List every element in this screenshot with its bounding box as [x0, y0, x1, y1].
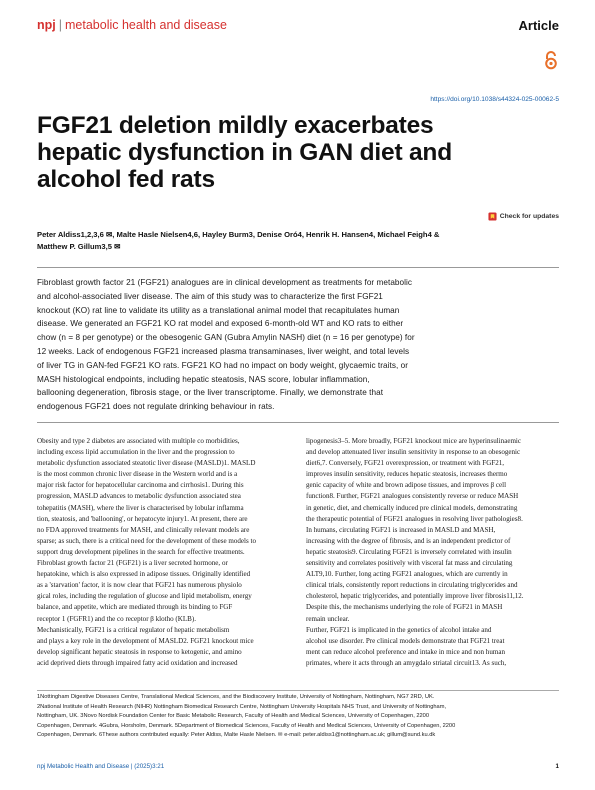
body-line: Obesity and type 2 diabetes are associated with multiple co morbidities,	[37, 437, 240, 445]
check-for-updates-button[interactable]	[488, 212, 559, 221]
affiliation-line: 2National Institute of Health Research (NIHR) Nottingham Biomedical Research Centre, Nottingham University Hospitals NHS Trust, and University of Nottingham,	[37, 703, 447, 710]
abstract-line: of liver TG in GAN-fed FGF21 KO rats. FGF21 KO had no impact on body weight, glycaemic traits, or	[37, 360, 408, 370]
check-updates-label: Check for updates	[499, 213, 559, 220]
body-line: gical roles, including the regulation of glucose and lipid metabolism, energy	[37, 592, 252, 601]
body-line: acid deprived diets through impaired fatty acid oxidation and increased	[37, 658, 238, 667]
body-line: in genetic, diet, and chemically induced pre clinical models, demonstrating	[306, 503, 518, 512]
affiliation-line: 1Nottingham Digestive Diseases Centre, Translational Medical Sciences, and the Biodiscovery Institute, University of Nottingham, Nottingham, NG7 2RD, UK.	[37, 694, 435, 700]
body-line: Mechanistically, FGF21 is a critical regulator of hepatic metabolism	[37, 625, 230, 634]
journal-title[interactable]	[37, 18, 227, 32]
body-line: tion, steatosis, and 'ballooning', or hepatocyte injury1. At present, there are	[37, 514, 248, 523]
abstract-line: and alcohol-associated liver disease. The aim of this study was to characterize the first FGF21	[37, 291, 383, 301]
body-line: hepatokine, which is also expressed in adipose tissues. Originally identified	[37, 570, 251, 579]
journal-brand: npj	[37, 18, 56, 32]
journal-header	[37, 18, 559, 34]
affiliations	[37, 693, 559, 741]
check-updates-icon	[488, 212, 497, 221]
body-line: alcohol use disorder. Pre clinical models demonstrate that FGF21 treat	[306, 636, 505, 645]
body-line: diet6,7. Conversely, FGF21 overexpression, or treatment with FGF21,	[306, 459, 505, 468]
body-line: the therapeutic potential of FGF21 analogues in resolving liver pathologies8.	[306, 514, 523, 523]
title-line: alcohol fed rats	[37, 166, 215, 193]
body-line: is the most common chronic liver disease in the Western world and is a	[37, 470, 238, 479]
journal-separator: |	[58, 18, 62, 32]
abstract-line: endogenous FGF21 does not regulate drinking behaviour in rats.	[37, 402, 275, 412]
author-list	[37, 229, 559, 253]
author-line: Peter Aldiss1,2,3,6 ✉, Malte Hasle Nielsen4,6, Hayley Burm3, Denise Oró4, Henrik H. Hansen4, Michael Feigh4 &	[37, 230, 440, 239]
body-line: Despite this, the mechanisms underlying the role of FGF21 in MASH	[306, 603, 503, 612]
body-line: major risk factor for hepatocellular carcinoma and cirrhosis1. During this	[37, 481, 244, 490]
abstract-line: chow (n = 8 per genotype) or the obesogenic GAN (Gubra Amylin NASH) diet (n = 16 per genotype) for	[37, 333, 415, 343]
affiliation-line: Copenhagen, Denmark. 6These authors contributed equally: Peter Aldiss, Malte Hasle Nielsen. ✉ e-mail: peter.aldiss1@nottingham.ac.uk; gillum@sund.ku.dk	[37, 732, 436, 739]
footnote-divider	[37, 690, 559, 691]
body-line: Further, FGF21 is implicated in the genetics of alcohol intake and	[306, 625, 492, 634]
divider	[37, 422, 559, 423]
body-line: ALT9,10. Further, long acting FGF21 analogues, which are currently in	[306, 570, 508, 579]
abstract-line: 12 weeks. Lack of endogenous FGF21 increased plasma transaminases, liver weight, and total levels	[37, 346, 410, 356]
journal-name: metabolic health and disease	[65, 18, 227, 32]
body-line: tohepatitis (MASH), where the liver is characterised by lobular inflamma	[37, 503, 244, 512]
abstract-line: MASH histological endpoints, including hepatic steatosis, NAS score, lobular inflammation,	[37, 374, 370, 384]
title-line: hepatic dysfunction in GAN diet and	[37, 139, 452, 166]
body-line: sparse; as such, there is a critical need for the development of these models to	[37, 536, 256, 545]
body-column-right	[306, 436, 560, 669]
body-line: metabolic dysfunction associated steatotic liver disease (MASLD)1. MASLD	[37, 459, 256, 468]
body-line: including excess lipid accumulation in the liver and the progression to	[37, 448, 235, 457]
body-line: progression, MASLD advances to metabolic dysfunction associated stea	[37, 492, 241, 501]
affiliation-line: Copenhagen, Denmark. 4Gubra, Horsholm, Denmark. 5Department of Biomedical Sciences, Faculty of Health and Medical Sciences, University of Copenhagen, 2200	[37, 722, 456, 729]
body-line: and develop attenuated liver insulin sensitivity in response to an obesogenic	[306, 448, 521, 457]
body-line: remain unclear.	[306, 614, 350, 623]
article-type-label: Article	[518, 18, 559, 33]
body-line: ment can reduce alcohol preference and intake in mice and non human	[306, 647, 505, 656]
doi-link[interactable]: https://doi.org/10.1038/s44324-025-00062-5	[430, 96, 559, 103]
article-title	[37, 112, 537, 193]
title-line: FGF21 deletion mildly exacerbates	[37, 112, 434, 139]
body-line: primates, where it acts through an amygdalo striatal circuit13. As such,	[306, 658, 507, 667]
body-line: sensitivity and correlates positively with visceral fat mass and circulating	[306, 559, 513, 568]
body-line: support drug development pipelines in the search for effective treatments.	[37, 547, 245, 556]
body-line: increasing with the degree of fibrosis, and is an independent predictor of	[306, 536, 511, 545]
body-line: improves insulin sensitivity, reduces hepatic steatosis, increases thermo	[306, 470, 508, 479]
affiliation-line: Nottingham, UK. 3Novo Nordisk Foundation Center for Basic Metabolic Research, Faculty of Health and Medical Sciences, University of Copenhagen, 2200	[37, 713, 430, 720]
body-line: as a 'starvation' factor, it is now clear that FGF21 has numerous physiolo	[37, 581, 242, 590]
body-line: In humans, circulating FGF21 is increased in MASLD and MASH,	[306, 525, 496, 534]
body-line: Fibroblast growth factor 21 (FGF21) is a liver secreted hormone, or	[37, 559, 228, 568]
body-line: no FDA approved treatments for MASH, and clinically relevant models are	[37, 525, 250, 534]
page-footer	[37, 763, 559, 770]
body-line: and plays a key role in the development of MASLD2. FGF21 knockout mice	[37, 636, 254, 645]
body-line: develop significant hepatic steatosis in response to ketogenic, and amino	[37, 647, 242, 656]
body-line: hepatic steatosis9. Circulating FGF21 is inversely correlated with insulin	[306, 547, 512, 556]
abstract-line: Fibroblast growth factor 21 (FGF21) analogues are in clinical development as treatments for metabolic	[37, 278, 413, 287]
body-line: balance, and appetite, which are mediated through its binding to FGF	[37, 603, 233, 612]
abstract-line: ballooning degeneration, fibrosis stage, or the liver transcriptome. Finally, we demonstrate that	[37, 388, 384, 398]
body-line: cholesterol, hepatic triglycerides, and potentially improve liver fibrosis11,12.	[306, 592, 524, 601]
body-line: receptor 1 (FGFR1) and the co receptor β klotho (KLB).	[37, 614, 196, 623]
body-line: function8. Further, FGF21 analogues consistently reverse or reduce MASH	[306, 492, 519, 501]
abstract-line: knockout (KO) rat line to validate its utility as a translational animal model that recapitulates human	[37, 305, 400, 315]
body-line: lipogenesis3–5. More broadly, FGF21 knockout mice are hyperinsulinaemic	[306, 437, 522, 445]
page-number: 1	[555, 763, 559, 770]
abstract-line: disease. We generated an FGF21 KO rat model and exposed 6-month-old WT and KO rats to either	[37, 319, 404, 329]
open-access-lock-icon[interactable]	[543, 50, 559, 70]
body-line: genic capacity of white and brown adipose tissues, and improves β cell	[306, 481, 507, 490]
abstract	[37, 276, 559, 414]
author-line: Matthew P. Gillum3,5 ✉	[37, 242, 121, 251]
divider	[37, 267, 559, 268]
body-column-left	[37, 436, 291, 669]
body-line: clinical trials, consistently report reductions in circulating triglycerides and	[306, 581, 518, 590]
journal-citation[interactable]: npj Metabolic Health and Disease | (2025)3:21	[37, 763, 165, 770]
